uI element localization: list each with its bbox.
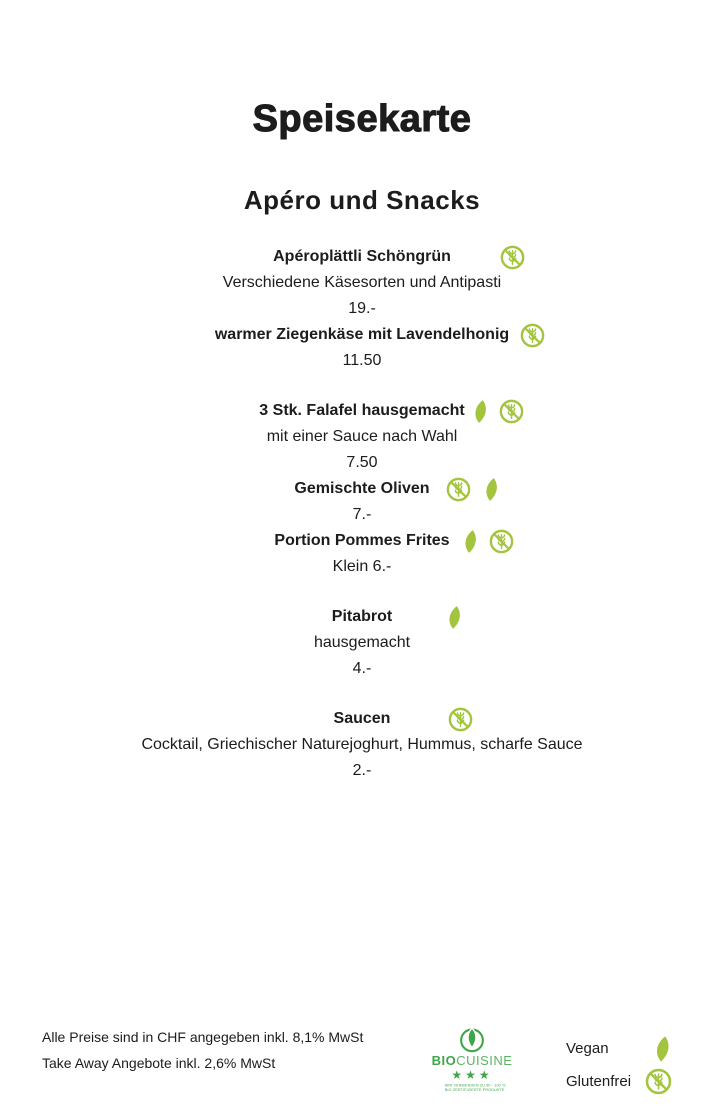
bio-cuisine-tagline: WIR VERWENDEN ZU 90 - 100 % BIO-ZERTIFIZIERTE PRODUKTE <box>444 1084 506 1093</box>
menu-item-price: 4.- <box>352 660 372 677</box>
menu-group <box>0 604 724 682</box>
menu-item-price: 7.50 <box>346 454 378 471</box>
menu-item <box>0 398 724 476</box>
bio-cuisine-wordmark: BIOCUISINE <box>431 1053 513 1068</box>
legend-label-glutenfree: Glutenfrei <box>566 1073 632 1090</box>
menu-item <box>0 244 724 322</box>
glutenfree-icon <box>489 529 514 554</box>
glutenfree-icon <box>645 1068 672 1095</box>
menu-item-name: warmer Ziegenkäse mit Lavendelhonig <box>214 326 510 343</box>
legend-row-glutenfree <box>566 1065 672 1098</box>
icon-legend <box>566 1032 672 1098</box>
menu-item <box>0 476 724 528</box>
menu-item-name: Pitabrot <box>331 608 393 625</box>
menu-item-name: Gemischte Oliven <box>294 480 430 497</box>
bio-cuisine-logo <box>428 1024 516 1098</box>
menu-item-price: 19.- <box>348 300 376 317</box>
price-notes <box>42 1024 363 1076</box>
vegan-leaf-icon <box>460 529 479 554</box>
menu-item-description: Cocktail, Griechischer Naturejoghurt, Hummus, scharfe Sauce <box>141 736 583 753</box>
section-heading: Apéro und Snacks <box>243 185 481 215</box>
bio-cuisine-stars: ★★★ <box>451 1068 493 1082</box>
vegan-leaf-icon <box>651 1035 672 1063</box>
glutenfree-icon <box>446 477 471 502</box>
glutenfree-icon <box>448 707 473 732</box>
menu-list <box>0 244 724 784</box>
vegan-leaf-icon <box>470 399 489 424</box>
menu-group <box>0 398 724 580</box>
bio-cuisine-leaf-icon <box>457 1024 487 1054</box>
menu-item-price: 2.- <box>352 762 372 779</box>
menu-item-name: Apéroplättli Schöngrün <box>273 248 451 265</box>
menu-item-price: 7.- <box>352 506 372 523</box>
menu-item-name: Saucen <box>333 710 391 727</box>
glutenfree-icon <box>500 245 525 270</box>
menu-item-name: Portion Pommes Frites <box>274 532 450 549</box>
price-note-line: Alle Preise sind in CHF angegeben inkl. 8,1% MwSt <box>42 1029 364 1045</box>
price-note-line: Take Away Angebote inkl. 2,6% MwSt <box>42 1055 276 1071</box>
vegan-leaf-icon <box>481 477 500 502</box>
menu-item-description: Verschiedene Käsesorten und Antipasti <box>222 274 502 291</box>
legend-label-vegan: Vegan <box>566 1040 609 1057</box>
glutenfree-icon <box>499 399 524 424</box>
vegan-leaf-icon <box>444 605 463 630</box>
menu-item <box>0 322 724 374</box>
menu-item <box>0 604 724 682</box>
page-title: Speisekarte <box>252 98 472 140</box>
menu-item <box>0 706 724 784</box>
menu-item <box>0 528 724 580</box>
menu-group <box>0 244 724 374</box>
menu-item-description: hausgemacht <box>313 634 411 651</box>
menu-item-description: mit einer Sauce nach Wahl <box>266 428 458 445</box>
menu-item-price: Klein 6.- <box>332 558 392 575</box>
menu-group <box>0 706 724 784</box>
glutenfree-icon <box>520 323 545 348</box>
legend-row-vegan <box>566 1032 672 1065</box>
menu-item-price: 11.50 <box>342 352 382 369</box>
menu-item-name: 3 Stk. Falafel hausgemacht <box>259 402 465 419</box>
